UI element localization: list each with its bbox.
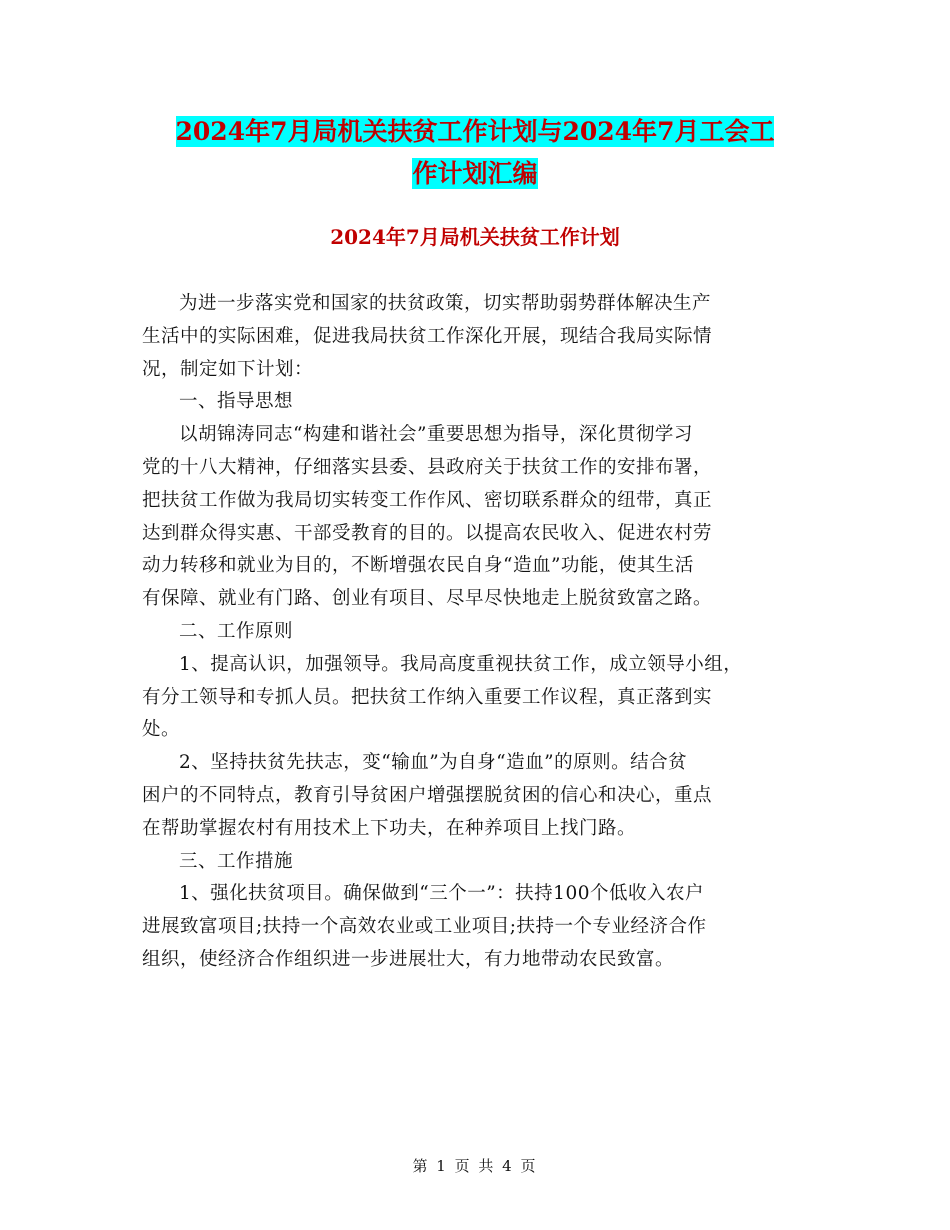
- paragraph-line: 2、坚持扶贫先扶志，变“输血”为自身“造血”的原则。结合贫: [179, 752, 688, 774]
- main-title-line-2: 作计划汇编: [412, 159, 538, 188]
- paragraph-line: 有分工领导和专抓人员。把扶贫工作纳入重要工作议程，真正落到实: [142, 686, 713, 708]
- section-title: 2024年7月局机关扶贫工作计划: [330, 225, 620, 249]
- paragraph-line: 动力转移和就业为目的，不断增强农民自身“造血”功能，使其生活: [142, 555, 694, 577]
- paragraph-principle-1: [142, 649, 812, 747]
- paragraph-line: 在帮助掌握农村有用技术上下功夫，在种养项目上找门路。: [142, 817, 637, 839]
- paragraph-line: 二、工作原则: [179, 620, 294, 642]
- paragraph-line: 处。: [142, 719, 181, 741]
- paragraph-line: 1、强化扶贫项目。确保做到“三个一”：扶持100个低收入农户: [179, 883, 704, 905]
- main-title-line-1: 2024年7月局机关扶贫工作计划与2024年7月工会工: [175, 117, 775, 146]
- paragraph-guiding-ideology: [142, 419, 812, 616]
- paragraph-line: 1、提高认识，加强领导。我局高度重视扶贫工作，成立领导小组，: [179, 653, 743, 675]
- paragraph-line: 三、工作措施: [179, 850, 294, 872]
- heading-guiding-ideology: [142, 386, 812, 419]
- paragraph-line: 以胡锦涛同志“构建和谐社会”重要思想为指导，深化贯彻学习: [179, 424, 693, 446]
- paragraph-line: 有保障、就业有门路、创业有项目、尽早尽快地走上脱贫致富之路。: [142, 588, 713, 610]
- paragraph-line: 生活中的实际困难，促进我局扶贫工作深化开展，现结合我局实际情: [142, 325, 713, 347]
- paragraph-line: 困户的不同特点，教育引导贫困户增强摆脱贫困的信心和决心，重点: [142, 784, 713, 806]
- heading-work-measures: [142, 846, 812, 879]
- paragraph-intro: [142, 288, 812, 386]
- main-title: [0, 111, 950, 195]
- paragraph-line: 组织，使经济合作组织进一步进展壮大，有力地带动农民致富。: [142, 948, 675, 970]
- paragraph-principle-2: [142, 747, 812, 845]
- paragraph-measure-1: [142, 878, 812, 976]
- heading-work-principles: [142, 616, 812, 649]
- paragraph-line: 况，制定如下计划：: [142, 358, 314, 380]
- paragraph-line: 进展致富项目;扶持一个高效农业或工业项目;扶持一个专业经济合作: [142, 916, 707, 938]
- paragraph-line: 党的十八大精神，仔细落实县委、县政府关于扶贫工作的安排布署，: [142, 456, 713, 478]
- page-footer: 第 1 页 共 4 页: [412, 1157, 538, 1175]
- paragraph-line: 达到群众得实惠、干部受教育的目的。以提高农民收入、促进农村劳: [142, 522, 713, 544]
- paragraph-line: 为进一步落实党和国家的扶贫政策，切实帮助弱势群体解决生产: [179, 293, 712, 314]
- document-body: [142, 288, 812, 977]
- paragraph-line: 把扶贫工作做为我局切实转变工作作风、密切联系群众的纽带，真正: [142, 489, 713, 511]
- paragraph-line: 一、指导思想: [179, 391, 294, 413]
